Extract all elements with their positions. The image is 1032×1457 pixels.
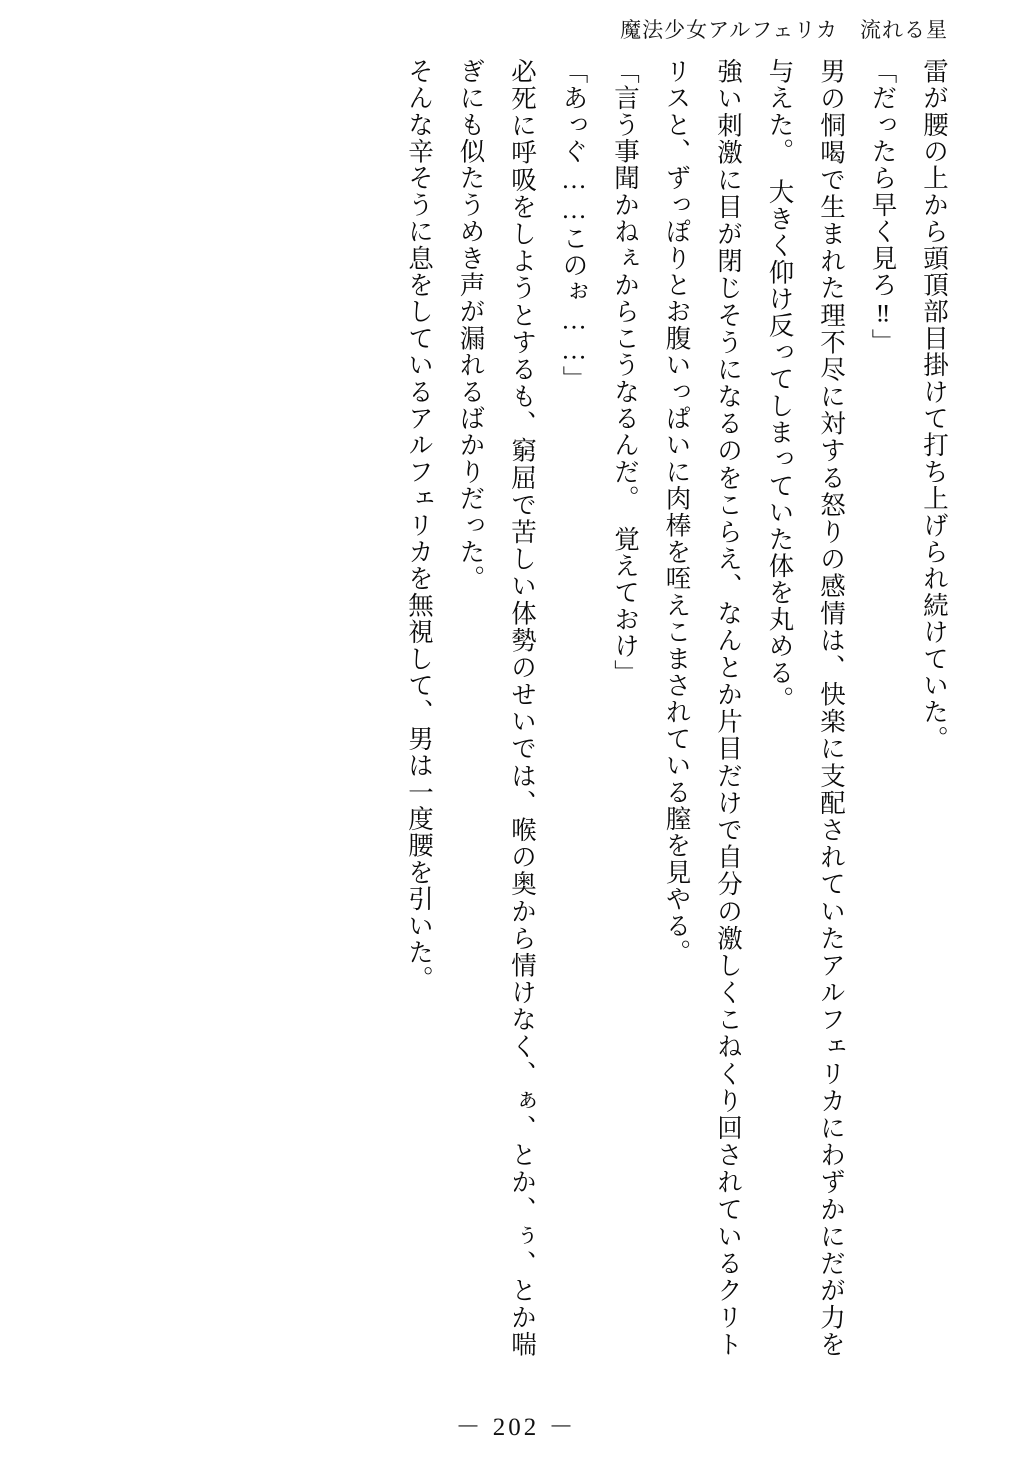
running-header: 魔法少女アルフェリカ 流れる星 xyxy=(620,18,948,42)
paragraph: 男の恫喝で生まれた理不尽に対する怒りの感情は、快楽に支配されていたアルフェリカにわずかにだが力を与えた。 大きく仰け反ってしまっていた体を丸める。 xyxy=(765,58,846,1358)
paragraph: 「言う事聞かねぇからこうなるんだ。 覚えておけ」 xyxy=(611,58,640,687)
paragraph: 「あっぐ……このぉ……」 xyxy=(559,58,589,393)
body-text-block xyxy=(70,58,960,1358)
paragraph: 雷が腰の上から頭頂部目掛けて打ち上げられ続けていた。 xyxy=(920,58,949,753)
paragraph: 「だったら早く見ろ‼」 xyxy=(868,58,898,356)
paragraph: 必死に呼吸をしようとするも、窮屈で苦しい体勢のせいでは、喉の奥から情けなく、ぁ、とか、ぅ、とか喘ぎにも似たうめき声が漏れるばかりだった。 xyxy=(456,58,537,1358)
page-number: － 202 － xyxy=(455,1414,577,1441)
paragraph: そんな辛そうに息をしているアルフェリカを無視して、男は一度腰を引いた。 xyxy=(405,58,434,993)
paragraph: 強い刺激に目が閉じそうになるのをこらえ、なんとか片目だけで自分の激しくこねくり回されているクリトリスと、ずっぽりとお腹いっぱいに肉棒を咥えこまされている膣を見やる。 xyxy=(662,58,743,1358)
